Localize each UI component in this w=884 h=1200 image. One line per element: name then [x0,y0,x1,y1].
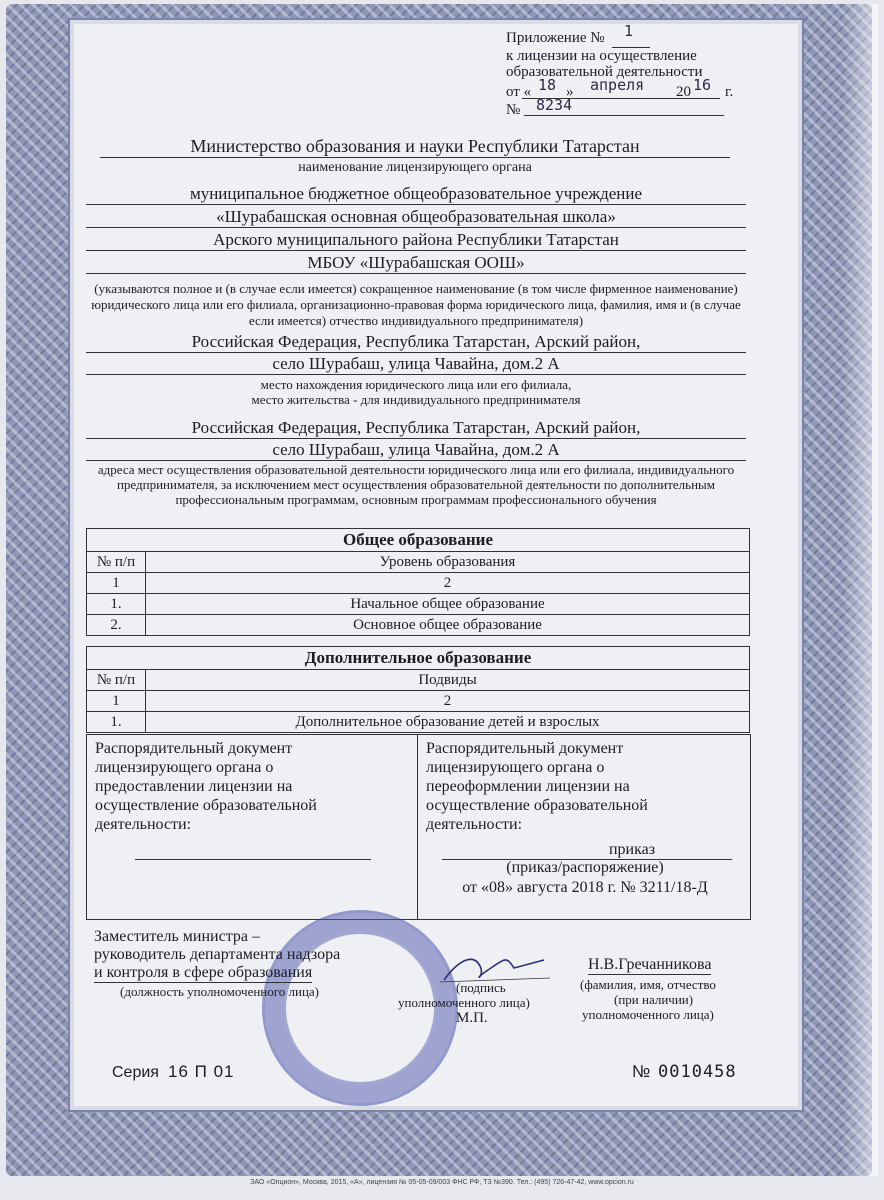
form-number-label: № [632,1062,651,1081]
general-education-table [86,528,750,636]
name-caption-1: (фамилия, имя, отчество [580,977,716,992]
number-label: № [506,102,521,118]
location-line-1: Российская Федерация, Республика Татарстан, Арский район, [86,332,746,353]
location-caption-1: место нахождения юридического лица или его филиала, [260,377,572,392]
document-grant-box [86,734,418,920]
form-number-value: 0010458 [658,1062,737,1082]
additional-row-2-name: Дополнительное образование детей и взрослых [146,712,750,733]
date-year: 16 [693,76,712,94]
date-month: апреля [590,76,645,94]
additional-education-table [86,646,750,733]
position-line-2: руководитель департамента надзора [94,946,341,963]
organization-line-3: Арского муниципального района Республики Татарстан [86,230,746,251]
general-col-level: Уровень образования [146,552,750,573]
series-value: 16 П 01 [168,1062,235,1081]
location-line-2: село Шурабаш, улица Чавайна, дом.2 А [86,354,746,375]
authority-name: Министерство образования и науки Республики Татарстан [100,136,730,158]
date-suffix: г. [725,84,734,100]
additional-education-title: Дополнительное образование [87,647,750,670]
general-row-3-name: Основное общее образование [146,615,750,636]
document-type-value: приказ [608,841,656,858]
general-row-1-num: 1 [87,573,146,594]
table-row [87,573,750,594]
license-line-2: образовательной деятельности [506,64,703,80]
general-row-1-name: 2 [146,573,750,594]
general-education-title: Общее образование [87,529,750,552]
document-reissue-date: от «08» августа 2018 г. № 3211/18-Д [462,879,708,896]
table-row [87,594,750,615]
general-col-number: № п/п [87,552,146,573]
license-line-1: к лицензии на осуществление [506,48,697,64]
table-row [87,615,750,636]
name-caption-2: (при наличии) [614,992,694,1007]
date-year-prefix: 20 [676,84,691,100]
activity-address-line-1: Российская Федерация, Республика Татарстан, Арский район, [86,418,746,439]
appendix-label: Приложение № [506,30,605,46]
signer-name: Н.В.Гречанникова [588,956,712,973]
document-reissue-text: Распорядительный документ лицензирующего органа о переоформлении лицензии на осуществление образовательной деятельности: [426,740,648,833]
location-caption-2: место жительства - для индивидуального предпринимателя [251,392,581,407]
sign-caption-1: (подпись [456,980,506,995]
general-row-2-num: 1. [87,594,146,615]
sign-caption-2: уполномоченного лица) [398,995,530,1010]
additional-row-1-num: 1 [87,691,146,712]
stamp-place: М.П. [456,1010,488,1026]
additional-col-number: № п/п [87,670,146,691]
date-day: 18 [538,76,557,94]
table-row [87,712,750,733]
activity-address-line-2: село Шурабаш, улица Чавайна, дом.2 А [86,440,746,461]
series-label: Серия [112,1064,159,1081]
number-line [524,115,724,116]
license-number: 8234 [536,96,573,114]
position-line-1: Заместитель министра – [94,928,260,945]
additional-row-2-num: 1. [87,712,146,733]
position-caption: (должность уполномоченного лица) [120,984,320,999]
authority-caption: наименование лицензирующего органа [298,160,532,175]
document-grant-line [135,859,371,860]
general-row-3-num: 2. [87,615,146,636]
date-from: от « [506,84,532,100]
general-row-2-name: Начальное общее образование [146,594,750,615]
document-reissue-value [442,841,732,860]
position-line-3: и контроля в сфере образования [94,964,313,981]
document-reissue-caption: (приказ/распоряжение) [506,859,664,876]
organization-caption: (указываются полное и (в случае если имеется) сокращенное наименование (в том числе фирменное наименование) юридического лица или его филиала, организационно-правовая форма юридического лица, фамилия, имя и (в случае если имеется) отчество индивидуального предпринимателя) [91,281,741,328]
appendix-number: 1 [624,22,634,40]
organization-line-2: «Шурабашская основная общеобразовательная школа» [86,207,746,228]
name-caption-3: уполномоченного лица) [582,1007,714,1022]
printer-imprint: ЗАО «Опцион», Москва, 2015, «А», лицензия № 05-05-09/003 ФНС РФ, ТЗ №390. Тел.: (495) 726-47-42, www.opcion.ru [250,1179,634,1186]
page-fold [842,4,878,1176]
table-row [87,691,750,712]
document-grant-text: Распорядительный документ лицензирующего органа о предоставлении лицензии на осуществление образовательной деятельности: [95,740,317,833]
document-reissue-box [417,734,751,920]
additional-col-subtype: Подвиды [146,670,750,691]
organization-short-name: МБОУ «Шурабашская ООШ» [86,253,746,274]
organization-line-1: муниципальное бюджетное общеобразовательное учреждение [86,184,746,205]
additional-row-1-name: 2 [146,691,750,712]
date-close: » [566,84,574,100]
activity-address-caption: адреса мест осуществления образовательной деятельности юридического лица или его филиала, индивидуального предпринимателя, за исключением мест осуществления образовательной деятельности по дополнительным профессиональным программам, основным программам профессионального обучения [97,462,735,507]
